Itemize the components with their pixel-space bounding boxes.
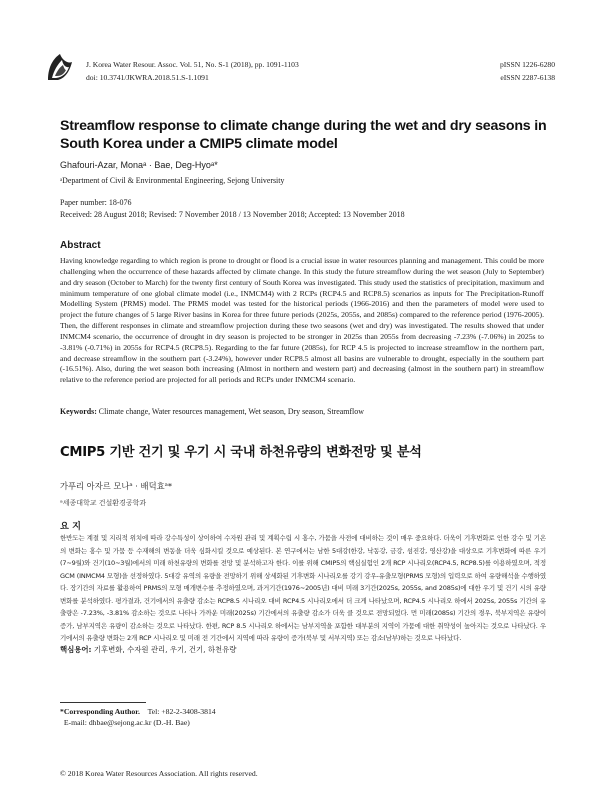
korean-keywords-label: 핵심용어:	[60, 645, 92, 654]
keywords-text: Climate change, Water resources management, Wet season, Dry season, Streamflow	[96, 407, 364, 416]
pissn: pISSN 1226-6280	[499, 60, 555, 69]
corr-label: *Corresponding Author.	[60, 707, 140, 716]
korean-affiliation: ᵃ세종대학교 건설환경공학과	[60, 499, 147, 507]
received-dates: Received: 28 August 2018; Revised: 7 November 2018 / 13 November 2018; Accepted: 13 November 2018	[60, 210, 405, 219]
affiliation: ᵃDepartment of Civil & Environmental Engineering, Sejong University	[60, 176, 285, 185]
doi[interactable]: doi: 10.3741/JKWRA.2018.51.S-1.1091	[86, 73, 209, 82]
copyright: © 2018 Korea Water Resources Association. All rights reserved.	[60, 769, 258, 778]
paper-number: Paper number: 18-076	[60, 198, 132, 207]
journal-logo	[44, 50, 76, 84]
korean-authors: 가푸리 아자르 모나ᵃ · 배덕효ᵃ*	[60, 481, 172, 491]
abstract-text: Having knowledge regarding to which region is prone to drought or flood is a crucial issue in water resources planning and management. This could be more challenging when the occurrence of these hazards affected by climate change. In this study the future streamflow during the wet season (July to September) and dry season (October to March) for the twenty first century of South Korea was investigated. This study used the statistics of precipitation, maximum and minimum temperature of one global climate model (i.e., INMCM4) with 2 RCPs (RCP4.5 and RCP8.5) scenarios as inputs for The Precipitation-Runoff Modelling System (PRMS) model. The PRMS model was tested for the historical periods (1966-2016) and then the parameters of model were used to project the future changes of 5 large River basins in Korea for three future periods (2025s, 2055s, and 2085s) compared to the reference period (1976-2005). Then, the different responses in climate and streamflow projection during these two seasons (wet and dry) was investigated. The results showed that under INMCM4 scenario, the occurrence of drought in dry season is projected to be stronger in 2025s than 2055s from decreasing -7.23% (-7.06%) in 2025s to -3.81% (-0.71%) in 2055s for RCP4.5 (RCP8.5). Regarding to the far future (2085s), for RCP 4.5 is projected to increase streamflow in the northern part, and decrease streamflow in the southern part (-3.24%), however under RCP8.5 almost all basins are vulnerable to drought, especially in the southern part (-16.51%). Also, during the wet season both increasing (Almost in northern and western part) and decreasing (almost in the southern part) in streamflow relative to the reference period are projected for all periods and RCPs under INMCM4 scenario.	[60, 256, 544, 385]
korean-abstract: 한반도는 계절 및 지리적 위치에 따라 강수특성이 상이하여 수자원 관리 및 계획수립 시 홍수, 가뭄을 사전에 대비하는 것이 매우 중요하다. 더욱이 기후변화로 인한 강수 및 기온의 변화는 홍수 및 가뭄 등 수재해의 변동을 더욱 심화시킬 것으로 예상된다. 본 연구에서는 남한 5대강(한강, 낙동강, 금강, 섬진강, 영산강)을 대상으로 기후변화에 따른 우기(7∼9월)와 건기(10∼3월)에서의 미래 하천유량의 변화를 전망 및 분석하고자 한다. 이를 위해 CMIP5의 핵심실험인 2개 RCP 시나리오(RCP4.5, RCP8.5)를 이용하였으며, 적정 GCM (INMCM4 모형)을 선정하였다. 5대강 유역의 유량을 전망하기 위해 상세화된 기후변화 시나리오를 강기 강우-유출모형(PRMS 모형)의 입력으로 하여 유량해석을 수행하였다. 장기간의 자료를 활용하여 PRMS의 모형 매개변수를 추정하였으며, 과거기간(1976∼2005년) 대비 미래 3기간(2025s, 2055s, and 2085s)에 대한 우기 및 건기 시의 유량변화를 분석하였다. 평가결과, 건기에서의 유출량 감소는 RCP8.5 시나리오 대비 RCP4.5 시나리오에서 더 크게 나타났으며, RCP4.5 시나리오 하에서 2025s, 2055s 기간의 유출량은 -7.23%, -3.81% 감소하는 것으로 나타나 가까운 미래(2025s) 기간에서의 유출량 감소가 더욱 클 것으로 전망되었다. 먼 미래(2085s) 기간의 경우, 북부지역은 유량이 증가, 남부지역은 유량이 감소하는 것으로 나타났다. 한편, RCP 8.5 시나리오 하에서는 남부지역을 포함한 대부분의 지역이 가뭄에 대한 취약성이 높아지는 것으로 나타났다. 우기에서의 유출량 변화는 2개 RCP 시나리오 및 미래 전 기간에서 지역에 따라 유량이 증가(북부 및 서부지역) 또는 감소(남부)하는 것으로 나타났다.	[60, 534, 546, 643]
abstract	[60, 256, 544, 386]
keywords-label: Keywords:	[60, 407, 97, 416]
corr-tel: Tel: +82-2-3408-3814	[147, 707, 216, 716]
eissn: eISSN 2287-6138	[500, 73, 555, 82]
corr-email[interactable]: E-mail: dhbae@sejong.ac.kr (D.-H. Bae)	[63, 718, 190, 727]
paper-title: Streamflow response to climate change during the wet and dry seasons in South Korea under a CMIP5 climate model	[60, 118, 547, 152]
journal-citation: J. Korea Water Resour. Assoc. Vol. 51, No. S-1 (2018), pp. 1091-1103	[86, 60, 299, 69]
keywords	[60, 407, 544, 416]
authors: Ghafouri-Azar, Monaᵃ · Bae, Deg-Hyoᵃ*	[60, 160, 218, 170]
abstract-heading: Abstract	[60, 240, 101, 251]
korean-keywords	[60, 644, 236, 655]
korean-abstract-heading: 요 지	[60, 521, 81, 532]
korean-title: CMIP5 기반 건기 및 우기 시 국내 하천유량의 변화전망 및 분석	[60, 445, 422, 460]
footnote-divider	[60, 702, 146, 703]
corresponding-author	[60, 706, 216, 728]
korean-keywords-text: 기후변화, 수자원 관리, 우기, 건기, 하천유량	[91, 645, 237, 654]
